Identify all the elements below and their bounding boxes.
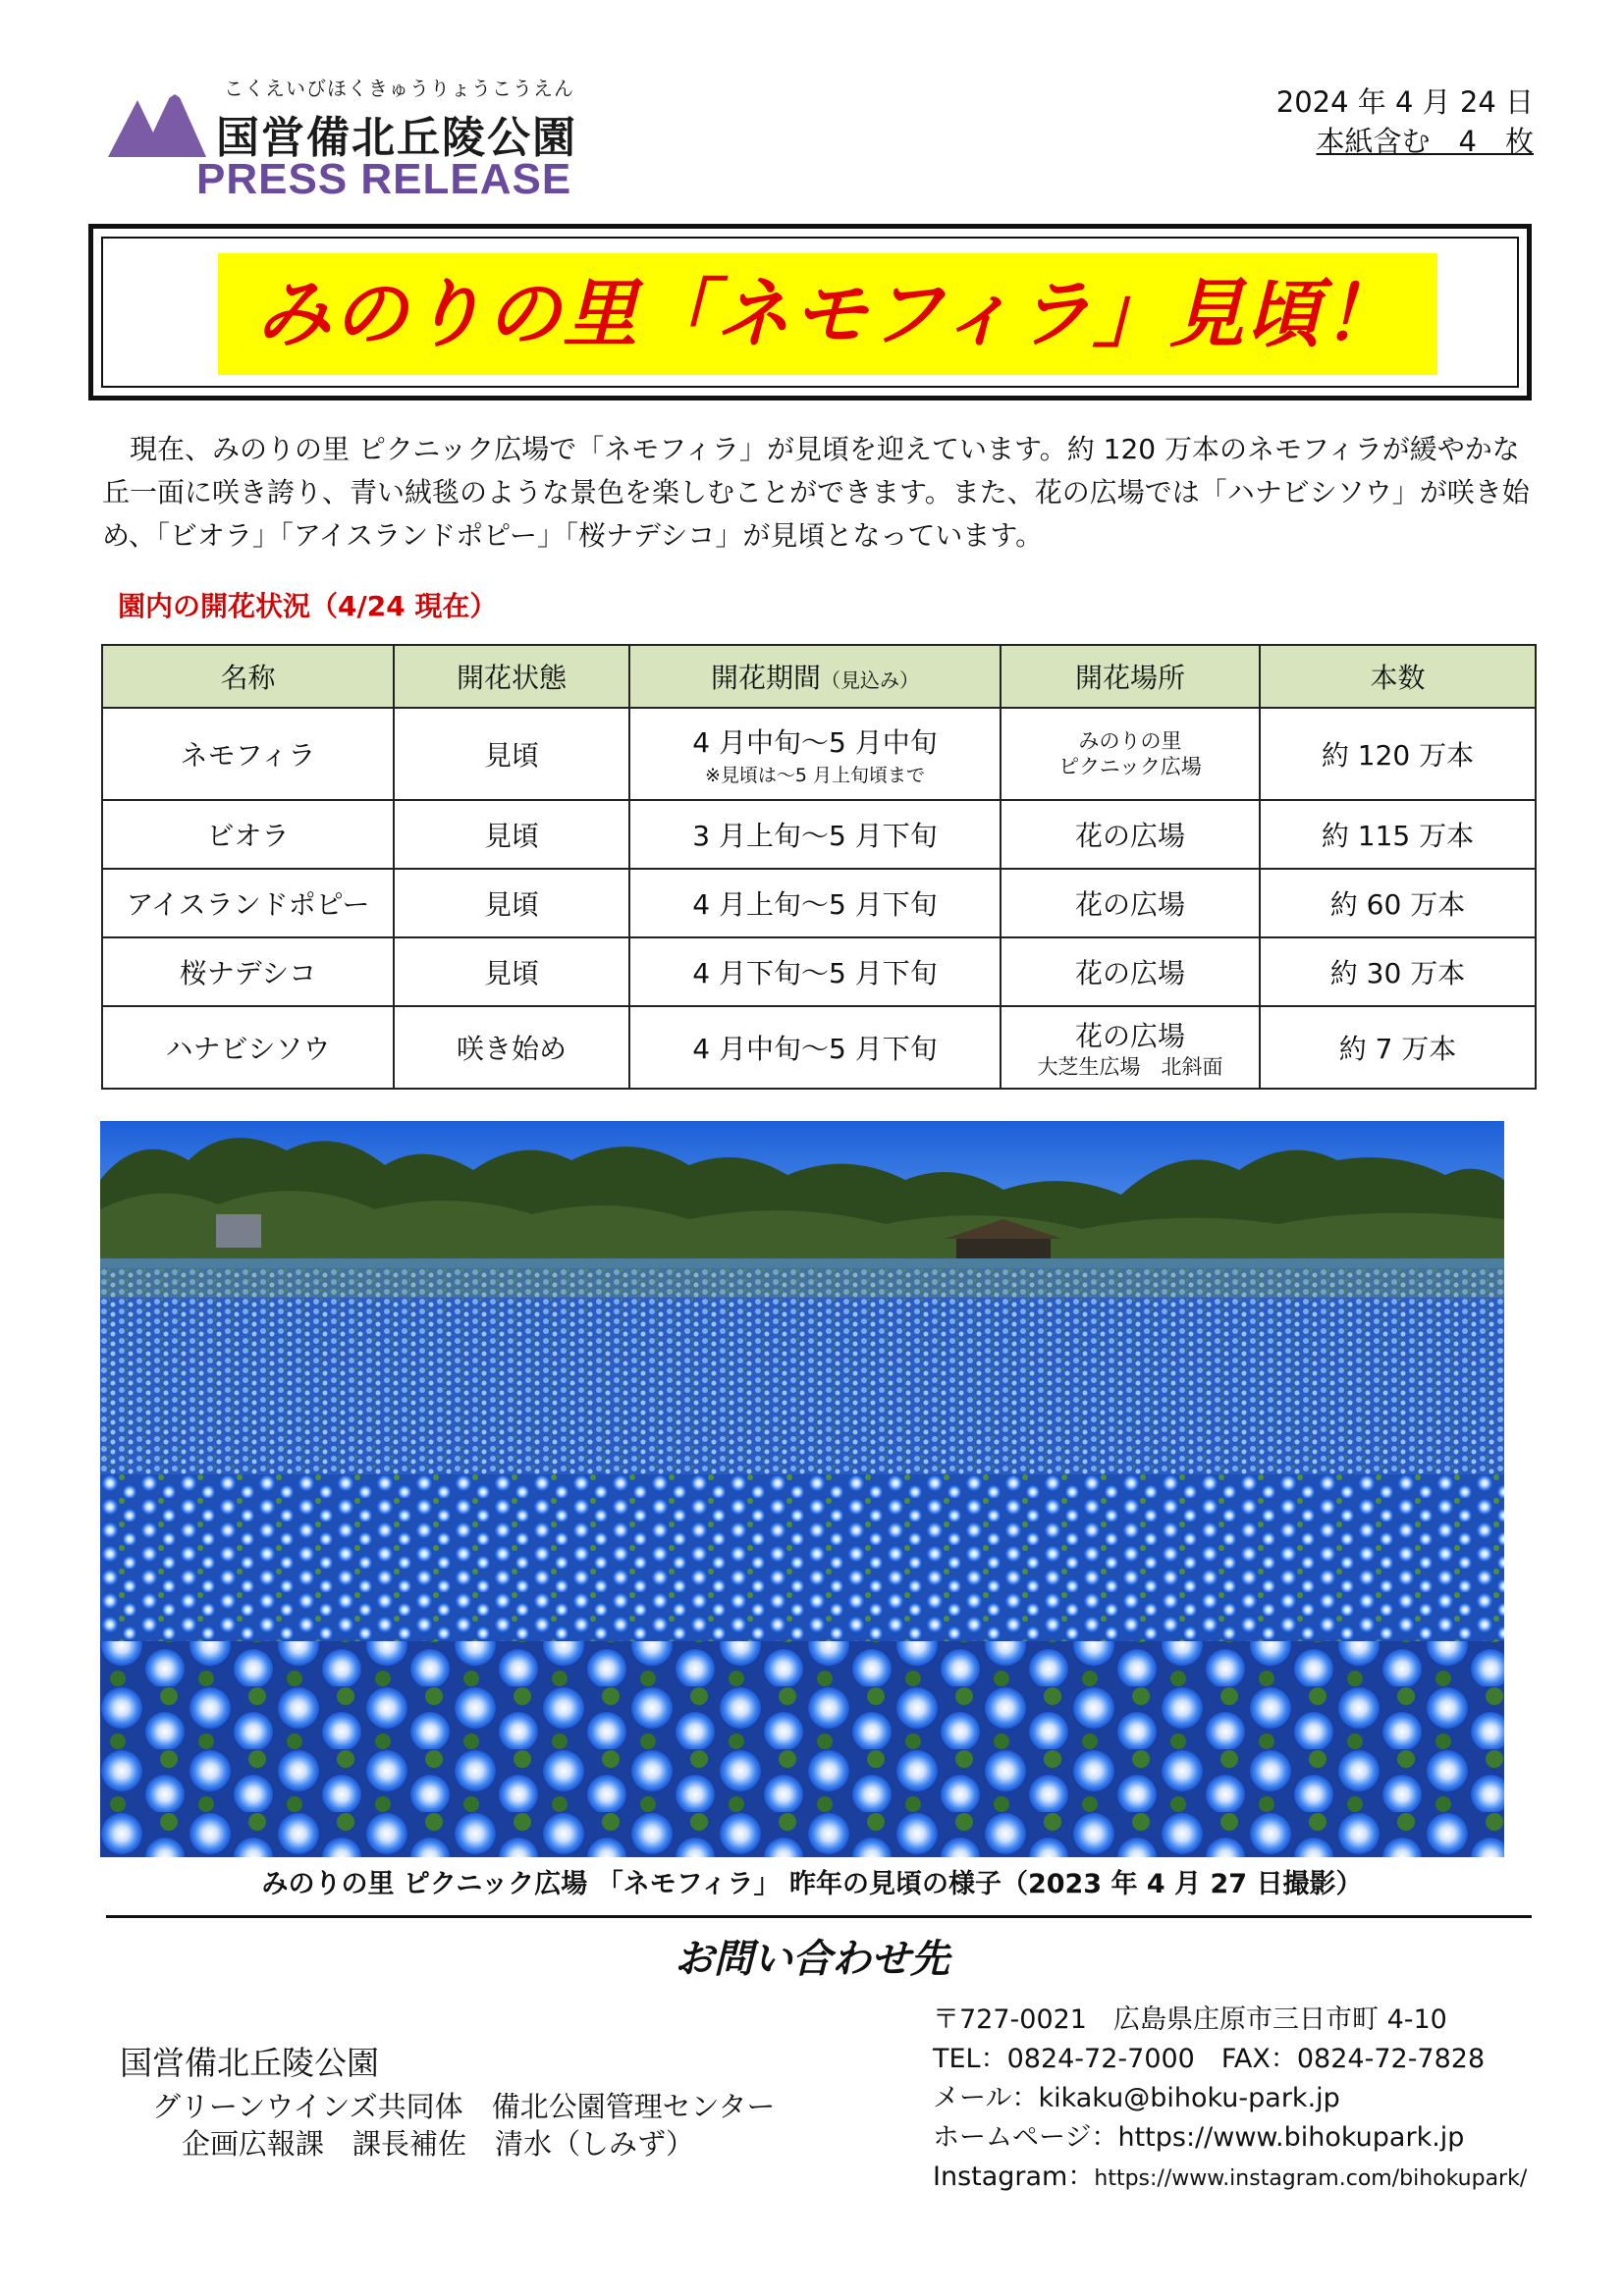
contact-heading: お問い合わせ先 bbox=[675, 1937, 949, 1982]
column-header-place: 開花場所 bbox=[1001, 645, 1260, 708]
cell-place: 花の広場 bbox=[1001, 869, 1260, 937]
cell-count: 約 30 万本 bbox=[1260, 937, 1536, 1006]
sheet-count: 本紙含む 4 枚 bbox=[1316, 125, 1534, 158]
park-name-logo: 国営備北丘陵公園 bbox=[216, 113, 577, 163]
cell-name: ネモフィラ bbox=[102, 708, 394, 800]
table-row bbox=[102, 869, 1536, 937]
cell-place: 花の広場 大芝生広場 北斜面 bbox=[1001, 1006, 1260, 1089]
column-header-status: 開花状態 bbox=[394, 645, 629, 708]
contact-details bbox=[933, 2001, 1527, 2199]
contact-org-department: グリーンウインズ共同体 備北公園管理センター bbox=[152, 2090, 776, 2123]
cell-count: 約 7 万本 bbox=[1260, 1006, 1536, 1089]
column-header-name: 名称 bbox=[102, 645, 394, 708]
contact-email[interactable]: メール：kikaku@bihoku-park.jp bbox=[933, 2083, 1340, 2113]
press-release-label: PRESS RELEASE bbox=[196, 155, 572, 203]
cell-period: 4 月下旬～5 月下旬 bbox=[629, 937, 1001, 1006]
contact-instagram[interactable]: Instagram：https://www.instagram.com/bihokupark/ bbox=[933, 2162, 1528, 2192]
cell-name: アイスランドポピー bbox=[102, 869, 394, 937]
table-header-row bbox=[102, 645, 1536, 708]
cell-period: 4 月中旬～5 月下旬 bbox=[629, 1006, 1001, 1089]
bloom-status-table bbox=[101, 644, 1537, 1090]
table-row bbox=[102, 800, 1536, 869]
cell-place: 花の広場 bbox=[1001, 800, 1260, 869]
cell-name: ビオラ bbox=[102, 800, 394, 869]
contact-person: 企画広報課 課長補佐 清水（しみず） bbox=[182, 2127, 695, 2161]
contact-website[interactable]: ホームページ：https://www.bihokupark.jp bbox=[933, 2122, 1465, 2153]
table-row bbox=[102, 937, 1536, 1006]
release-date: 2024 年 4 月 24 日 bbox=[1275, 85, 1534, 119]
instagram-link[interactable]: https://www.instagram.com/bihokupark/ bbox=[1094, 2166, 1528, 2191]
nemophila-photo-illustration bbox=[100, 1121, 1504, 1857]
cell-period: 4 月中旬～5 月中旬 ※見頃は～5 月上旬頃まで bbox=[629, 708, 1001, 800]
cell-period: 3 月上旬～5 月下旬 bbox=[629, 800, 1001, 869]
cell-status: 見頃 bbox=[394, 800, 629, 869]
contact-org-name: 国営備北丘陵公園 bbox=[120, 2044, 379, 2082]
table-row bbox=[102, 708, 1536, 800]
park-logo-mountains-icon bbox=[108, 82, 206, 157]
contact-address: 〒727-0021 広島県庄原市三日市町 4-10 bbox=[933, 2004, 1447, 2035]
column-header-count: 本数 bbox=[1260, 645, 1536, 708]
cell-count: 約 115 万本 bbox=[1260, 800, 1536, 869]
cell-name: 桜ナデシコ bbox=[102, 937, 394, 1006]
intro-paragraph: 現在、みのりの里 ピクニック広場で「ネモフィラ」が見頃を迎えています。約 120 万本のネモフィラが緩やかな丘一面に咲き誇り、青い絨毯のような景色を楽しむことができます。また、花の広場では「ハナビシソウ」が咲き始め、「ビオラ」「アイスランドポピー」「桜ナデシコ」が見頃となっています。 bbox=[102, 433, 1530, 552]
cell-name: ハナビシソウ bbox=[102, 1006, 394, 1089]
page-title: みのりの里「ネモフィラ」見頃！ bbox=[256, 270, 1399, 357]
cell-status: 見頃 bbox=[394, 869, 629, 937]
bloom-status-heading: 園内の開花状況（4/24 現在） bbox=[118, 590, 498, 622]
contact-tel-fax: TEL：0824-72-7000 FAX：0824-72-7828 bbox=[933, 2044, 1486, 2074]
photo-caption: みのりの里 ピクニック広場 「ネモフィラ」 昨年の見頃の様子（2023 年 4 月 27 日撮影） bbox=[261, 1869, 1363, 1899]
cell-count: 約 60 万本 bbox=[1260, 869, 1536, 937]
cell-count: 約 120 万本 bbox=[1260, 708, 1536, 800]
cell-place: 花の広場 bbox=[1001, 937, 1260, 1006]
nemophila-field-photo bbox=[100, 1121, 1504, 1857]
cell-status: 見頃 bbox=[394, 708, 629, 800]
cell-status: 咲き始め bbox=[394, 1006, 629, 1089]
cell-period: 4 月上旬～5 月下旬 bbox=[629, 869, 1001, 937]
park-name-ruby: こくえいびほくきゅうりょうこうえん bbox=[224, 77, 574, 100]
cell-status: 見頃 bbox=[394, 937, 629, 1006]
cell-place: みのりの里 ピクニック広場 bbox=[1001, 708, 1260, 800]
table-row bbox=[102, 1006, 1536, 1089]
column-header-period: 開花期間（見込み） bbox=[629, 645, 1001, 708]
contact-divider bbox=[106, 1915, 1532, 1918]
